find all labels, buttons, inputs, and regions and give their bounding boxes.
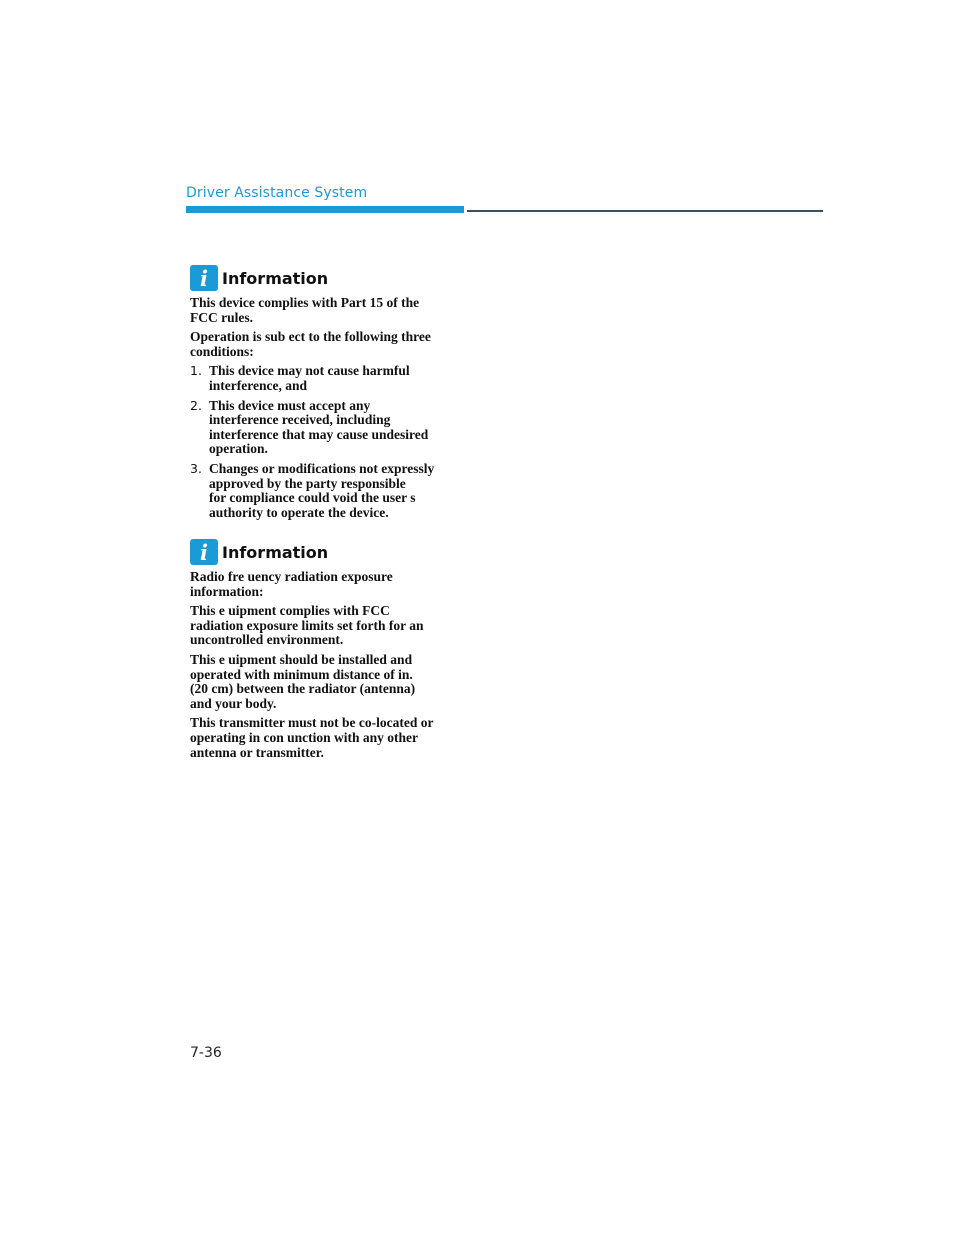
list-item: [190, 399, 455, 457]
paragraph: Radio fre uency radiation exposure information:: [190, 569, 393, 599]
info-heading-label: Information: [222, 268, 329, 288]
paragraph: This transmitter must not be co-located or operating in con unction with any other antenna or transmitter.: [190, 715, 434, 760]
list-item-text: This device must accept any interference received, including interference that may cause undesired operation.: [209, 397, 429, 457]
info-heading-label: Information: [222, 542, 329, 562]
list-item-text: Changes or modifications not expressly approved by the party responsible for compliance could void the user s authority to operate the device.: [209, 460, 435, 520]
paragraph: This e uipment complies with FCC radiation exposure limits set forth for an uncontrolled environment.: [190, 603, 424, 648]
header-rule-accent: [186, 206, 464, 213]
info-block-rf-exposure: [190, 539, 455, 765]
paragraph: This device complies with Part 15 of the FCC rules.: [190, 295, 420, 325]
info-icon: i: [190, 539, 218, 565]
list-item-number: 2.: [190, 397, 202, 413]
info-heading: [190, 539, 455, 565]
paragraph: Operation is sub ect to the following three conditions:: [190, 329, 431, 359]
list-item: [190, 462, 455, 520]
info-block-fcc-rules: [190, 265, 455, 525]
list-item-text: This device may not cause harmful interference, and: [209, 363, 410, 393]
list-item: [190, 364, 455, 393]
header-rule-dark: [467, 210, 823, 212]
section-header-title: Driver Assistance System: [186, 185, 368, 201]
list-item-number: 3.: [190, 460, 202, 476]
list-item-number: 1.: [190, 363, 202, 379]
paragraph: This e uipment should be installed and operated with minimum distance of in. (20 cm) between the radiator (antenna) and your body.: [190, 651, 416, 711]
info-icon: i: [190, 265, 218, 291]
info-heading: [190, 265, 455, 291]
page-number: 7-36: [190, 1045, 222, 1061]
